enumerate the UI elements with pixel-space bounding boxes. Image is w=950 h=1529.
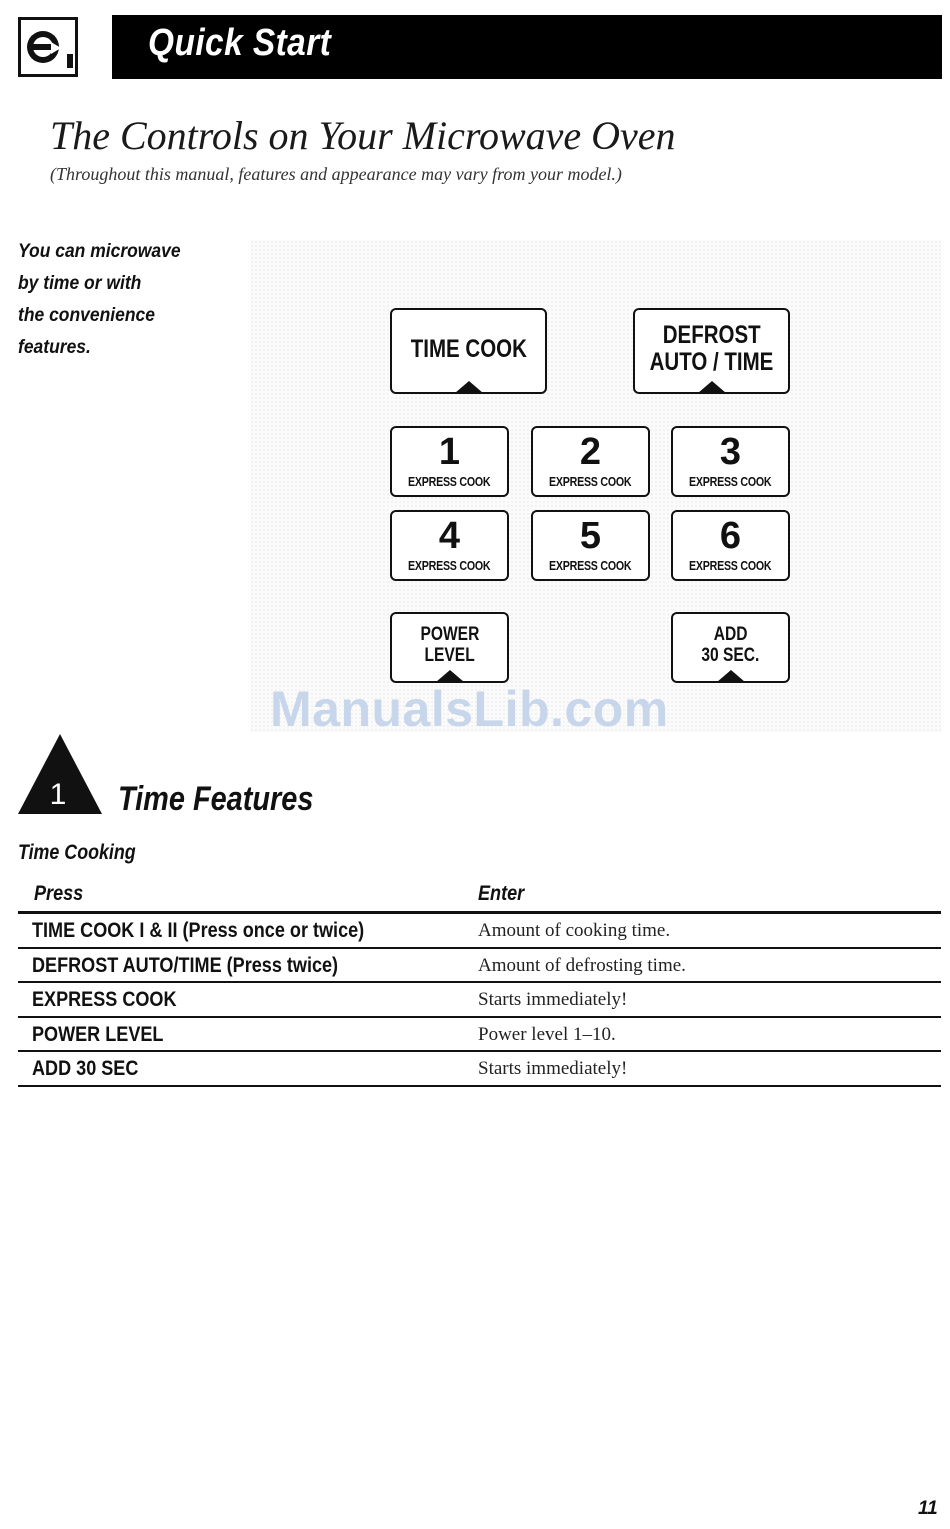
page-title: The Controls on Your Microwave Oven — [50, 113, 676, 158]
express-cook-4-button[interactable] — [390, 510, 509, 581]
side-note-line: You can microwave — [18, 241, 181, 262]
defrost-label-line1: DEFROST — [662, 321, 761, 349]
key-number: 4 — [438, 515, 461, 557]
quick-start-logo-icon — [18, 17, 78, 77]
press-cell: TIME COOK I & II (Press once or twice) — [32, 919, 365, 942]
hand-pointer-logo-icon — [21, 20, 75, 74]
add-30-sec-button[interactable] — [671, 612, 790, 683]
press-cell: ADD 30 SEC — [32, 1057, 139, 1080]
defrost-auto-time-button[interactable] — [633, 308, 790, 394]
table-row — [18, 949, 941, 984]
enter-cell: Amount of cooking time. — [478, 920, 671, 941]
side-note-line: the convenience — [18, 305, 155, 326]
power-level-button[interactable] — [390, 612, 509, 683]
table-row — [18, 1052, 941, 1087]
side-note-line: features. — [18, 337, 91, 358]
express-cook-5-button[interactable] — [531, 510, 650, 581]
section-number: 1 — [49, 778, 67, 811]
express-cook-2-button[interactable] — [531, 426, 650, 497]
indicator-arrow-icon — [717, 670, 745, 682]
enter-column-header: Enter — [478, 882, 525, 905]
table-header-row — [18, 878, 941, 914]
key-label: EXPRESS COOK — [549, 474, 632, 489]
express-cook-6-button[interactable] — [671, 510, 790, 581]
header-title: Quick Start — [148, 22, 332, 64]
key-label: EXPRESS COOK — [549, 558, 632, 573]
side-note-line: by time or with — [18, 273, 142, 294]
time-cook-button[interactable] — [390, 308, 547, 394]
press-cell: POWER LEVEL — [32, 1022, 164, 1046]
key-number: 6 — [719, 515, 742, 557]
express-cook-1-button[interactable] — [390, 426, 509, 497]
table-row — [18, 1018, 941, 1053]
key-label: EXPRESS COOK — [408, 474, 491, 489]
press-cell: DEFROST AUTO/TIME (Press twice) — [32, 953, 339, 977]
add-label-line2: 30 SEC. — [701, 645, 760, 666]
key-label: EXPRESS COOK — [408, 558, 491, 573]
enter-cell: Starts immediately! — [478, 1058, 628, 1079]
page-number: 11 — [918, 1498, 938, 1519]
power-label-line2: LEVEL — [424, 645, 475, 666]
key-number: 5 — [579, 515, 602, 557]
add-label-line1: ADD — [713, 624, 748, 645]
enter-cell: Power level 1–10. — [478, 1023, 616, 1045]
watermark: ManualsLib.com — [270, 681, 669, 737]
indicator-arrow-icon — [698, 381, 726, 393]
enter-cell: Starts immediately! — [478, 989, 628, 1010]
section-subheading: Time Cooking — [18, 841, 136, 864]
page-subtitle: (Throughout this manual, features and appearance may vary from your model.) — [50, 164, 622, 184]
key-number: 2 — [579, 431, 602, 473]
key-label: EXPRESS COOK — [689, 558, 772, 573]
control-panel-illustration — [250, 240, 942, 732]
key-number: 3 — [719, 431, 742, 473]
express-cook-3-button[interactable] — [671, 426, 790, 497]
press-cell: EXPRESS COOK — [32, 988, 177, 1011]
table-row — [18, 914, 941, 949]
side-note — [18, 236, 220, 364]
key-label: EXPRESS COOK — [689, 474, 772, 489]
press-column-header: Press — [34, 882, 84, 905]
indicator-arrow-icon — [455, 381, 483, 393]
enter-cell: Amount of defrosting time. — [478, 954, 686, 976]
table-row — [18, 983, 941, 1018]
section-number-triangle-icon — [18, 732, 102, 816]
key-number: 1 — [438, 431, 461, 473]
time-features-table — [18, 878, 941, 1087]
time-cook-label: TIME COOK — [410, 335, 527, 363]
power-label-line1: POWER — [420, 624, 479, 645]
section-title: Time Features — [118, 780, 314, 818]
defrost-label-line2: AUTO / TIME — [649, 348, 774, 376]
